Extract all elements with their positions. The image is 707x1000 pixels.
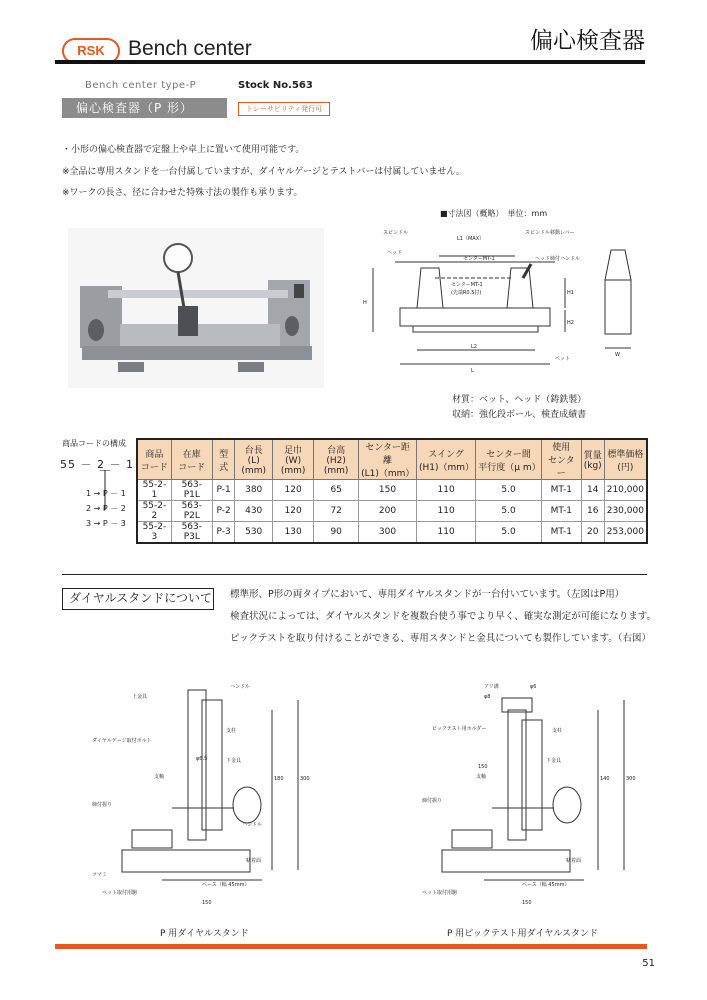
label-holder: ピックテスト用ホルダー [432, 726, 487, 732]
callout-bed: ベット [555, 356, 571, 362]
cell: 14 [581, 480, 604, 501]
description-line: ※全品に専用スタンドを一台付属していますが、ダイヤルゲージとテストバーは付属していません。 [62, 167, 465, 177]
label-shaft-r: 支軸 [476, 774, 487, 780]
th-parallelism: センター間 平行度（μ m） [476, 439, 542, 480]
label-150: 150 [202, 900, 212, 906]
cell: 55-2-1 [137, 480, 171, 501]
th-center-distance: センター距離 (L1)（mm） [359, 439, 417, 480]
label-handle: ハンドル [230, 684, 251, 690]
table-row [137, 522, 647, 544]
cell: 110 [416, 501, 475, 522]
label-lower-fitting-r: 下金具 [546, 758, 562, 764]
label-column: 支柱 [226, 728, 237, 734]
callout-l1: L1（MAX） [457, 236, 485, 242]
product-photo [68, 228, 324, 388]
label-lower-fitting: 下金具 [226, 758, 242, 764]
footer-rule [55, 944, 647, 949]
cell: 230,000 [604, 501, 647, 522]
cell: 563-P1L [171, 480, 212, 501]
traceability-badge: トレーサビリティ発行可 [238, 102, 330, 116]
cell: 5.0 [476, 522, 542, 544]
label-bed-piece-r: ベット取付用駒 [422, 890, 458, 896]
cell: 130 [272, 522, 313, 544]
callout-l: L [471, 368, 474, 374]
label-180: 180 [274, 776, 284, 782]
cell: 55-2-3 [137, 522, 171, 544]
label-grip-r: 締付握り [422, 798, 443, 804]
label-150-v: 150 [478, 764, 488, 770]
callout-handle: ヘッド締付ハンドル [535, 256, 581, 262]
cell: 65 [314, 480, 359, 501]
cell: 563-P3L [171, 522, 212, 544]
cell: 200 [359, 501, 417, 522]
pick-test-stand-drawing [412, 680, 647, 910]
th-stock-code: 在庫 コード [171, 439, 212, 480]
callout-h: H [363, 300, 367, 306]
product-name-bar: 偏心検査器（P 形） [62, 98, 227, 118]
th-length: 台長 (L) (mm) [235, 439, 273, 480]
code-legend-code: 55 － 2 － 1 [60, 458, 134, 471]
th-center-used: 使用 センター [541, 439, 581, 480]
callout-lever: スピンドル移動レバー [525, 230, 575, 236]
callout-h2: H2 [567, 320, 574, 326]
cell: 72 [314, 501, 359, 522]
label-150-r: 150 [522, 900, 532, 906]
left-drawing-caption: P 用ダイヤルスタンド [160, 929, 249, 939]
label-adhesive: 粘着面 [246, 858, 262, 864]
th-model: 型式 [212, 439, 235, 480]
code-legend-title: 商品コードの構成 [62, 439, 126, 448]
label-knob: ツマミ [92, 872, 108, 878]
cell: 210,000 [604, 480, 647, 501]
right-drawing-caption: P 用ピックテスト用ダイヤルスタンド [447, 929, 599, 939]
dial-stand-heading: ダイヤルスタンドについて [62, 588, 214, 610]
cell: MT-1 [541, 522, 581, 544]
description-line: ※ワークの長さ、径に合わせた特殊寸法の製作も承ります。 [62, 188, 303, 198]
dimension-label: ■寸法図（概略） 単位：mm [440, 209, 548, 218]
cell: 563-P2L [171, 501, 212, 522]
cell: 120 [272, 480, 313, 501]
callout-l2: L2 [471, 344, 477, 350]
label-grip: 締付握り [92, 802, 113, 808]
cell: 16 [581, 501, 604, 522]
dial-text-line: 検査状況によっては、ダイヤルスタンドを複数台使う事でより早く、確実な測定が可能になります。 [230, 611, 656, 622]
callout-head: ヘッド [387, 250, 403, 256]
cell: 55-2-2 [137, 501, 171, 522]
label-handle2: ハンドル [242, 822, 263, 828]
cell: 5.0 [476, 501, 542, 522]
description-line: ・小形の偏心検査器で定盤上や卓上に置いて使用可能です。 [62, 145, 305, 155]
label-gauge-bolt: ダイヤルゲージ取付ボルト [92, 738, 152, 744]
th-product-code: 商品 コード [137, 439, 171, 480]
callout-h1: H1 [567, 290, 574, 296]
table-row [137, 501, 647, 522]
type-label: Bench center type-P [85, 80, 197, 91]
section-rule [62, 574, 647, 575]
cell: 380 [235, 480, 273, 501]
label-300-r: 300 [626, 776, 636, 782]
header-rule [55, 60, 645, 64]
th-width: 足巾 (W) (mm) [272, 439, 313, 480]
header-title-jp: 偏心検査器 [530, 28, 645, 54]
label-dovetail: アリ溝 [484, 684, 499, 690]
label-bed-piece: ベット取付用駒 [102, 890, 138, 896]
callout-w: W [615, 352, 620, 358]
cell: 90 [314, 522, 359, 544]
cell: 430 [235, 501, 273, 522]
label-dia: φ6.5 [196, 756, 208, 762]
code-legend-item: 3 → P － 3 [86, 519, 126, 528]
callout-center: センターMT-1 [463, 256, 495, 262]
cell: 110 [416, 522, 475, 544]
callout-center2: センターMT-1 [451, 282, 483, 288]
label-base-r: ベース（幅 45mm） [522, 882, 570, 888]
cell: 530 [235, 522, 273, 544]
header-title: Bench center [128, 37, 252, 60]
dial-text-line: 標準形、P形の両タイプにおいて、専用ダイヤルスタンドが一台付いています。（左図はP用） [230, 589, 625, 600]
cell: 120 [272, 501, 313, 522]
label-adhesive-r: 粘着面 [566, 858, 582, 864]
table-header-row [137, 439, 647, 480]
page-number: 51 [642, 958, 655, 969]
stock-number: Stock No.563 [238, 80, 313, 91]
label-shaft: 支軸 [154, 774, 165, 780]
cell: P-1 [212, 480, 235, 501]
label-dia8: φ8 [484, 694, 491, 700]
cell: P-2 [212, 501, 235, 522]
cell: 300 [359, 522, 417, 544]
material-line: 材質：ベット、ヘッド（鋳鉄製） [452, 395, 587, 405]
code-legend-item: 1 → P － 1 [86, 489, 126, 498]
label-300: 300 [300, 776, 310, 782]
storage-line: 収納：強化段ボール、検査成績書 [452, 410, 587, 420]
callout-tip: (先端R0.5付) [451, 290, 482, 296]
dial-stand-drawing [62, 680, 312, 910]
label-top-fitting: 上金具 [132, 694, 148, 700]
cell: 5.0 [476, 480, 542, 501]
dimension-drawing [355, 220, 647, 380]
cell: 20 [581, 522, 604, 544]
spec-table [136, 438, 648, 544]
label-column-r: 支柱 [552, 728, 563, 734]
cell: MT-1 [541, 501, 581, 522]
th-height: 台高 (H2) (mm) [314, 439, 359, 480]
label-140: 140 [600, 776, 610, 782]
cell: MT-1 [541, 480, 581, 501]
cell: 110 [416, 480, 475, 501]
table-row [137, 480, 647, 501]
cell: 253,000 [604, 522, 647, 544]
label-dia6: φ6 [530, 684, 537, 690]
th-price: 標準価格 (円) [604, 439, 647, 480]
th-swing: スイング (H1)（mm） [416, 439, 475, 480]
callout-spindle: スピンドル [383, 230, 409, 236]
code-legend-item: 2 → P － 2 [86, 504, 126, 513]
th-mass: 質量 (kg) [581, 439, 604, 480]
dial-text-line: ピックテストを取り付けることができる、専用スタンドと金具についても製作しています。（右図） [230, 633, 652, 644]
rsk-logo: RSK [62, 38, 120, 64]
cell: 150 [359, 480, 417, 501]
label-base: ベース（幅 45mm） [202, 882, 250, 888]
cell: P-3 [212, 522, 235, 544]
